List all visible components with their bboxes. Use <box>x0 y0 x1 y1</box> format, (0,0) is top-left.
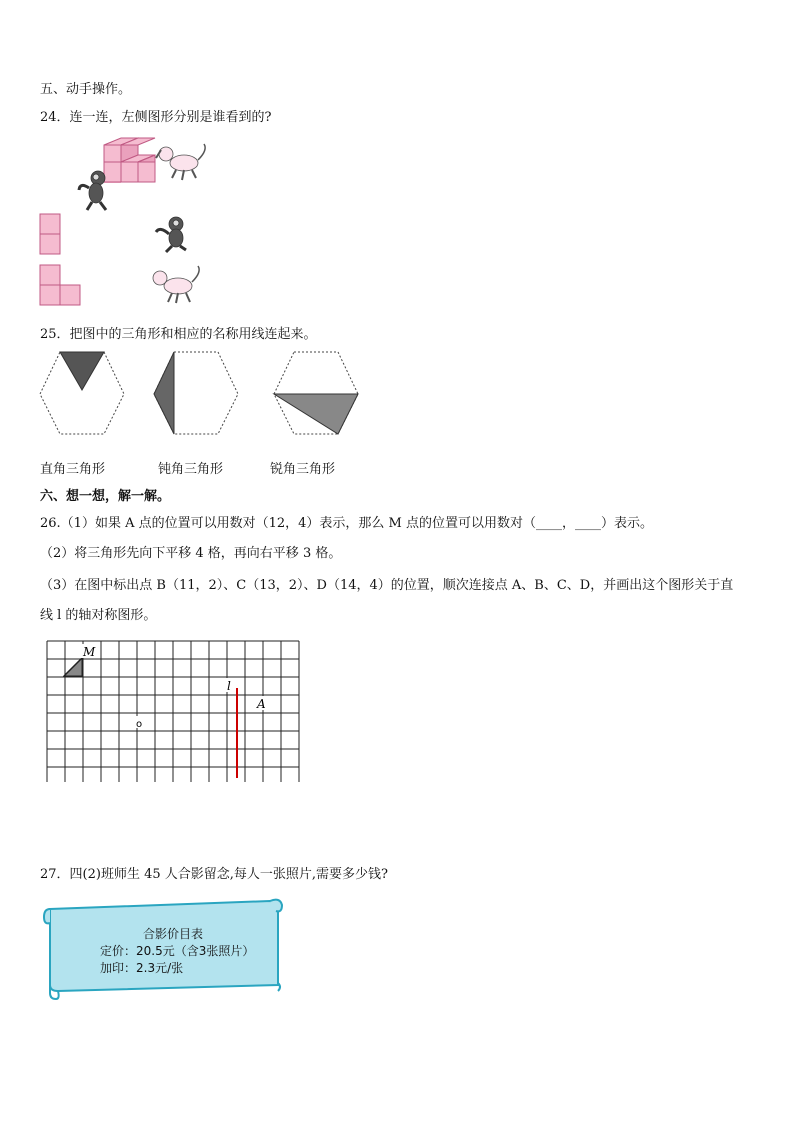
section-5-title: 五、动手操作。 <box>40 82 132 97</box>
coordinate-grid <box>46 640 310 782</box>
question-27-text: 27．四(2)班师生 45 人合影留念,每人一张照片,需要多少钱? <box>40 867 388 882</box>
hexagon-1 <box>40 352 124 434</box>
question-25-text: 25．把图中的三角形和相应的名称用线连起来。 <box>40 327 317 342</box>
hexagon-figures <box>36 350 376 440</box>
section-6-title: 六、想一想，解一解。 <box>40 489 171 504</box>
grid-label-a: A <box>257 697 266 711</box>
label-right-triangle: 直角三角形 <box>40 462 106 477</box>
dog-figure-1 <box>156 144 205 180</box>
hexagon-3 <box>274 352 358 434</box>
question-26-part-3-b: 线 l 的轴对称图形。 <box>40 608 157 623</box>
grid-label-o: o <box>136 719 143 730</box>
price-base: 定价：20.5元（含3张照片） <box>100 944 255 958</box>
grid-label-l: l <box>227 679 231 693</box>
monkey-figure-1 <box>79 171 106 210</box>
price-table-title: 合影价目表 <box>143 927 204 941</box>
price-extra: 加印：2.3元/张 <box>100 961 184 975</box>
view-shape-2 <box>40 265 80 305</box>
question-24-text: 24．连一连，左侧图形分别是谁看到的? <box>40 110 272 125</box>
hexagon-2 <box>154 352 238 434</box>
question-26-part-2: （2）将三角形先向下平移 4 格，再向右平移 3 格。 <box>40 546 342 561</box>
label-acute-triangle: 锐角三角形 <box>270 462 336 477</box>
grid-label-m: M <box>83 645 96 659</box>
view-shape-1 <box>40 214 60 254</box>
dog-figure-2 <box>153 266 199 303</box>
q24-figures <box>36 130 216 310</box>
monkey-figure-2 <box>156 217 186 252</box>
question-26-part-1: 26.（1）如果 A 点的位置可以用数对（12，4）表示，那么 M 点的位置可以用数对（____，____）表示。 <box>40 516 653 531</box>
question-26-part-3-a: （3）在图中标出点 B（11，2）、C（13，2）、D（14，4）的位置，顺次连接点 A、B、C、D，并画出这个图形关于直 <box>40 578 734 593</box>
label-obtuse-triangle: 钝角三角形 <box>158 462 224 477</box>
